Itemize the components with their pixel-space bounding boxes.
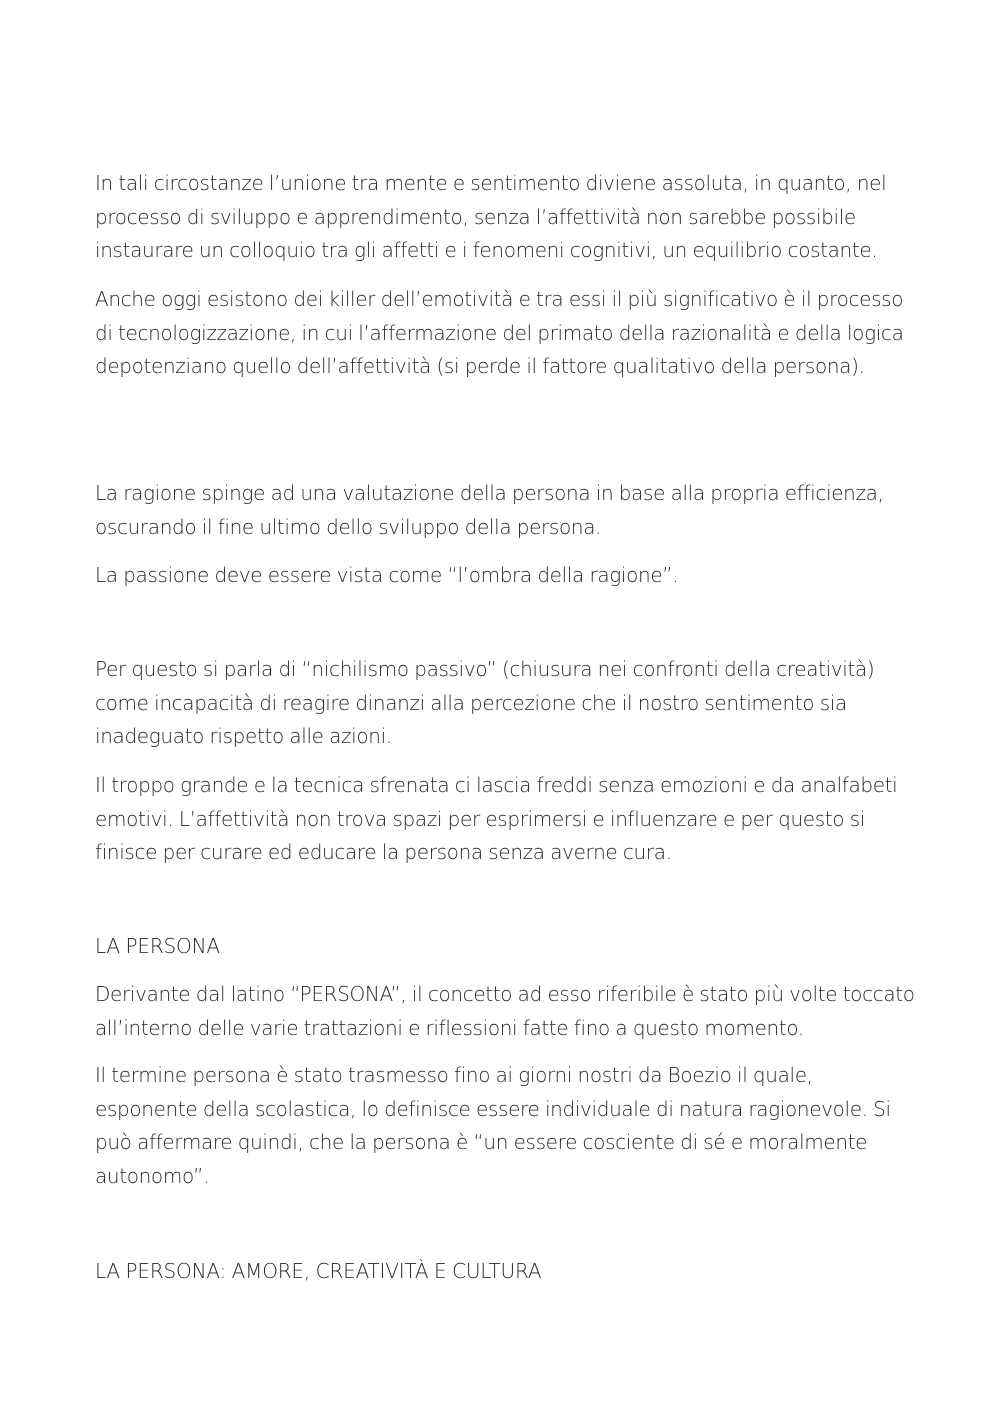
section-heading: LA PERSONA: AMORE, CREATIVITÀ E CULTURA bbox=[95, 1259, 542, 1283]
section-heading: LA PERSONA bbox=[95, 934, 220, 958]
paragraph: Derivante dal latino “PERSONA”, il concetto ad esso riferibile è stato più volte toccato all’interno delle varie trattazioni e riflessioni fatte fino a questo momento. bbox=[95, 982, 915, 1040]
paragraph: La passione deve essere vista come “l’ombra della ragione”. bbox=[95, 563, 679, 587]
paragraph: Anche oggi esistono dei killer dell’emotività e tra essi il più significativo è il processo di tecnologizzazione, in cui l’affermazione del primato della razionalità e della logica depotenziano quello dell’affettività (si perde il fattore qualitativo della persona). bbox=[95, 287, 904, 378]
paragraph: La ragione spinge ad una valutazione della persona in base alla propria efficienza, oscurando il fine ultimo dello sviluppo della persona. bbox=[95, 481, 884, 539]
paragraph: Il termine persona è stato trasmesso fino ai giorni nostri da Boezio il quale, esponente della scolastica, lo definisce essere individuale di natura ragionevole. Si può affermare quindi, che la persona è “un essere cosciente di sé e moralmente autonomo”. bbox=[95, 1063, 891, 1188]
paragraph: Per questo si parla di “nichilismo passivo” (chiusura nei confronti della creatività) come incapacità di reagire dinanzi alla percezione che il nostro sentimento sia inadeguato rispetto alle azioni. bbox=[95, 657, 875, 748]
paragraph: Il troppo grande e la tecnica sfrenata ci lascia freddi senza emozioni e da analfabeti emotivi. L’affettività non trova spazi per esprimersi e influenzare e per questo si finisce per curare ed educare la persona senza averne cura. bbox=[95, 773, 898, 864]
paragraph: In tali circostanze l’unione tra mente e sentimento diviene assoluta, in quanto, nel processo di sviluppo e apprendimento, senza l’affettività non sarebbe possibile instaurare un colloquio tra gli affetti e i fenomeni cognitivi, un equilibrio costante. bbox=[95, 171, 887, 262]
